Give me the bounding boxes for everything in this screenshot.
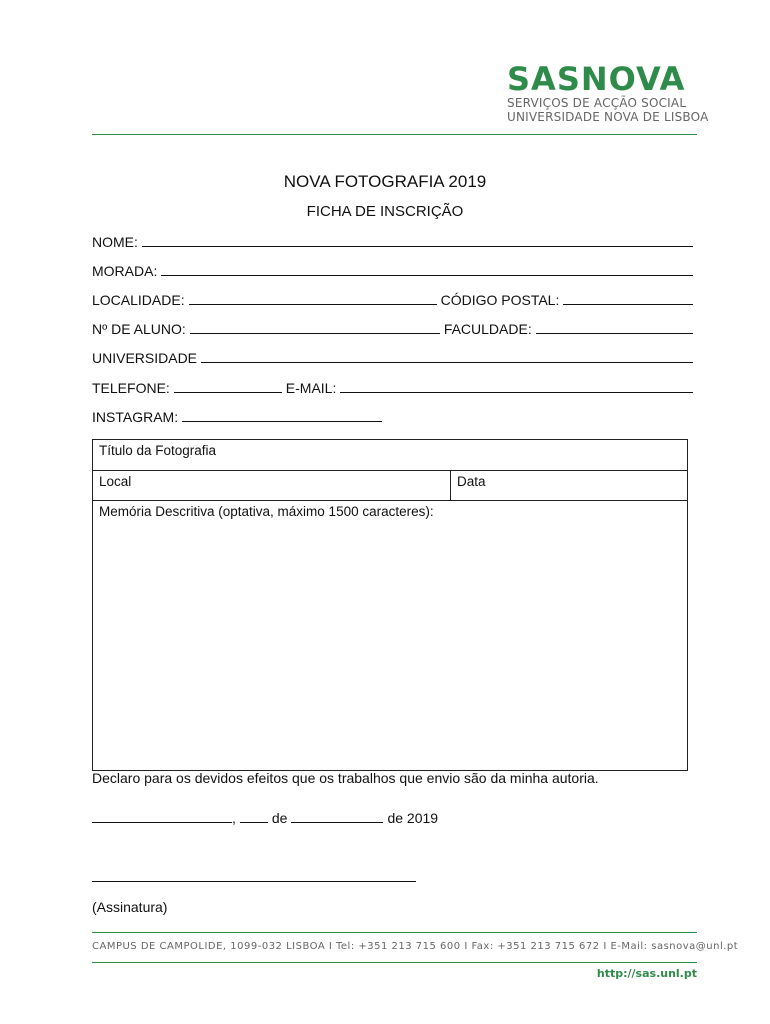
header-rule bbox=[92, 134, 697, 135]
data-label: Data bbox=[457, 474, 486, 489]
photo-details-table bbox=[92, 439, 688, 771]
field-faculdade-blank[interactable] bbox=[536, 332, 693, 334]
field-instagram-label: INSTAGRAM: bbox=[92, 409, 179, 425]
field-instagram-blank[interactable] bbox=[182, 420, 382, 422]
data-cell[interactable] bbox=[451, 471, 687, 500]
titulo-cell[interactable] bbox=[93, 440, 687, 470]
field-universidade[interactable] bbox=[92, 350, 697, 366]
footer-rule-top bbox=[92, 932, 697, 933]
footer-rule-bottom bbox=[92, 962, 697, 963]
date-line bbox=[92, 810, 452, 826]
logo-line-2: UNIVERSIDADE NOVA DE LISBOA bbox=[507, 110, 709, 124]
date-de-label: de bbox=[271, 810, 288, 826]
field-email-blank[interactable] bbox=[340, 391, 693, 393]
titulo-label: Título da Fotografia bbox=[99, 443, 217, 458]
field-instagram[interactable] bbox=[92, 409, 697, 425]
date-year-label: de 2019 bbox=[387, 810, 439, 826]
page-subtitle: FICHA DE INSCRIÇÃO bbox=[306, 203, 464, 220]
footer-address: CAMPUS DE CAMPOLIDE, 1099-032 LISBOA I Tel: +351 213 715 600 I Fax: +351 213 715 672 I E-Mail: sasnova@unl.pt bbox=[92, 941, 739, 952]
field-email-label: E-MAIL: bbox=[285, 380, 337, 396]
field-nome-label: NOME: bbox=[92, 234, 138, 250]
field-morada-blank[interactable] bbox=[161, 274, 693, 276]
field-n-aluno-label: Nº DE ALUNO: bbox=[92, 321, 186, 337]
logo-line-1: SERVIÇOS DE ACÇÃO SOCIAL bbox=[507, 96, 687, 110]
signature-label: (Assinatura) bbox=[92, 899, 168, 915]
field-telefone-blank[interactable] bbox=[174, 391, 282, 393]
field-universidade-label: UNIVERSIDADE bbox=[92, 350, 198, 366]
field-aluno-row bbox=[92, 321, 697, 337]
footer-website-link[interactable]: http://sas.unl.pt bbox=[596, 967, 697, 980]
declaration-text: Declaro para os devidos efeitos que os trabalhos que envio são da minha autoria. bbox=[92, 770, 599, 786]
memoria-cell[interactable] bbox=[93, 501, 687, 769]
memoria-label: Memória Descritiva (optativa, máximo 1500 caracteres): bbox=[99, 504, 434, 519]
field-contact-row bbox=[92, 380, 697, 396]
field-morada[interactable] bbox=[92, 263, 697, 279]
field-morada-label: MORADA: bbox=[92, 263, 158, 279]
field-localidade-row bbox=[92, 292, 697, 308]
field-codigo-postal-label: CÓDIGO POSTAL: bbox=[440, 292, 560, 308]
date-place-blank[interactable] bbox=[92, 821, 232, 823]
sasnova-logo bbox=[507, 60, 709, 124]
date-separator: , bbox=[232, 810, 236, 826]
field-localidade-label: LOCALIDADE: bbox=[92, 292, 185, 308]
field-n-aluno-blank[interactable] bbox=[190, 332, 440, 334]
date-month-blank[interactable] bbox=[291, 821, 383, 823]
logo-brand: SASNOVA bbox=[507, 60, 686, 98]
field-localidade-blank[interactable] bbox=[189, 303, 437, 305]
date-day-blank[interactable] bbox=[240, 821, 268, 823]
field-faculdade-label: FACULDADE: bbox=[443, 321, 532, 337]
field-codigo-postal-blank[interactable] bbox=[563, 303, 693, 305]
field-nome[interactable] bbox=[92, 234, 697, 250]
local-label: Local bbox=[99, 474, 132, 489]
field-universidade-blank[interactable] bbox=[201, 361, 693, 363]
local-cell[interactable] bbox=[93, 471, 450, 500]
field-nome-blank[interactable] bbox=[142, 245, 693, 247]
signature-line[interactable] bbox=[92, 881, 416, 882]
page-title: NOVA FOTOGRAFIA 2019 bbox=[283, 172, 487, 191]
field-telefone-label: TELEFONE: bbox=[92, 380, 170, 396]
